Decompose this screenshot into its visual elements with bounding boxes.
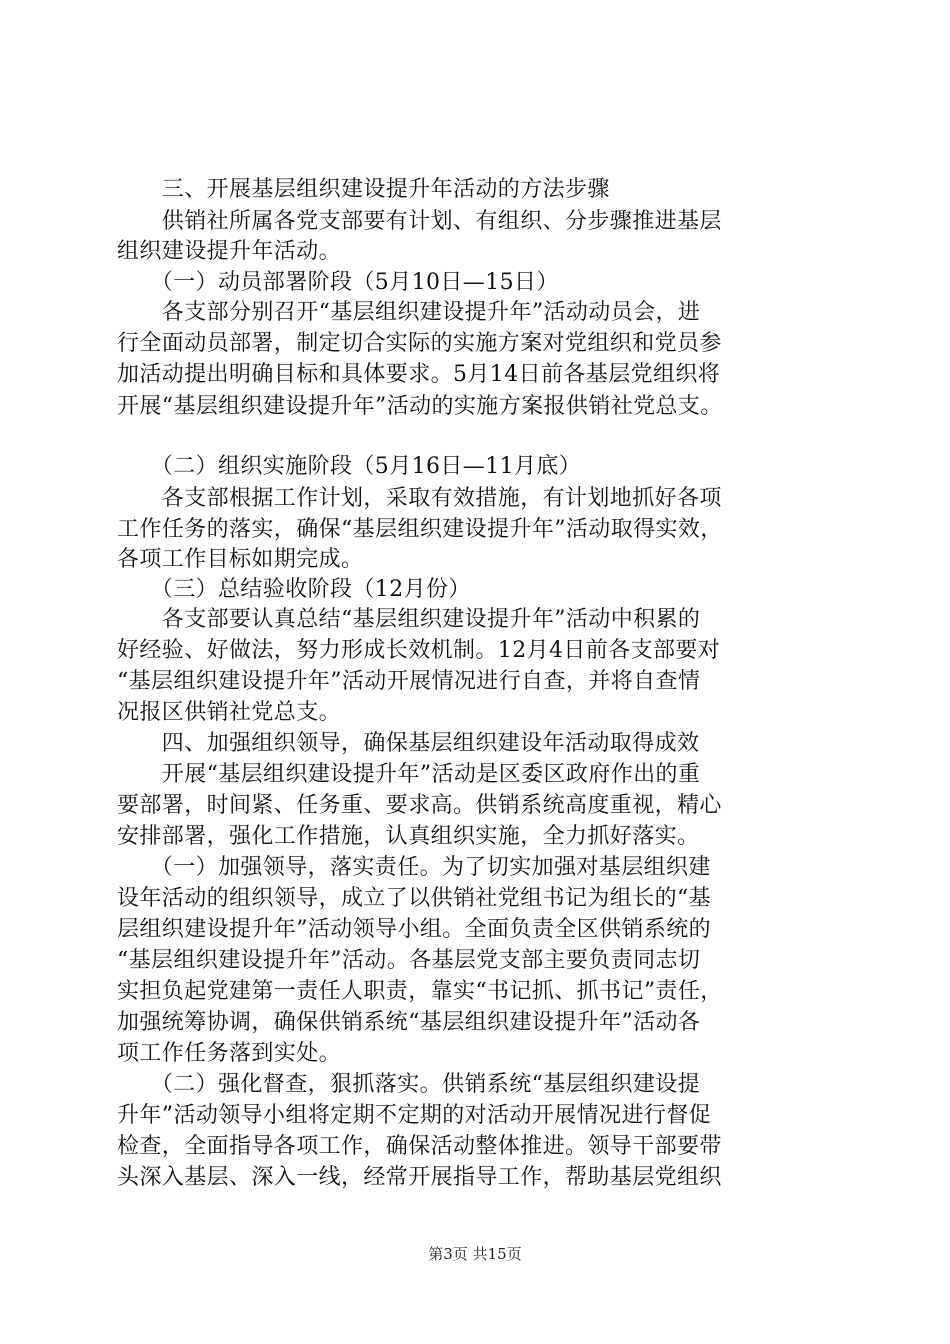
paragraph-line: 层组织建设提升年”活动领导小组。全面负责全区供销系统的 [117,917,712,942]
paragraph-line: 好经验、好做法，努力形成长效机制。12月4日前各支部要对 [117,638,721,663]
subheading-stage-2: （二）组织实施阶段（5月16日—11月底） [117,454,582,479]
paragraph-line: 要部署，时间紧、任务重、要求高。供销系统高度重视，精心 [117,793,722,818]
paragraph-line: （一）加强领导，落实责任。为了切实加强对基层组织建 [117,855,711,880]
page-number-footer: 第3页 共15页 [428,1245,522,1263]
paragraph-line: （二）强化督查，狠抓落实。供销系统“基层组织建设提 [117,1072,701,1097]
paragraph-line: 各项工作目标如期完成。 [117,547,364,572]
paragraph-line: 设年活动的组织领导，成立了以供销社党组书记为组长的“基 [117,886,712,911]
paragraph-line: 组织建设提升年活动。 [117,239,342,264]
paragraph-line: 加强统筹协调，确保供销系统“基层组织建设提升年”活动各 [117,1010,701,1035]
section-heading-3: 三、开展基层组织建设提升年活动的方法步骤 [117,177,610,202]
section-heading-4: 四、加强组织领导，确保基层组织建设年活动取得成效 [117,731,700,756]
paragraph-line: 升年”活动领导小组将定期不定期的对活动开展情况进行督促 [117,1103,712,1128]
paragraph-line: 头深入基层、深入一线，经常开展指导工作，帮助基层党组织 [117,1165,722,1190]
paragraph-line: 开展“基层组织建设提升年”活动的实施方案报供销社党总支。 [117,394,723,419]
paragraph-line: 加活动提出明确目标和具体要求。5月14日前各基层党组织将 [117,362,721,387]
paragraph-line: 项工作任务落到实处。 [117,1041,342,1066]
paragraph-line: 工作任务的落实，确保“基层组织建设提升年”活动取得实效， [117,517,723,542]
paragraph-line: 开展“基层组织建设提升年”活动是区委区政府作出的重 [117,762,701,787]
subheading-stage-3: （三）总结验收阶段（12月份） [117,577,471,602]
paragraph-line: 各支部根据工作计划，采取有效措施，有计划地抓好各项 [117,486,722,511]
paragraph-line: 况报区供销社党总支。 [117,700,342,725]
paragraph-line: 实担负起党建第一责任人职责，靠实“书记抓、抓书记”责任， [117,979,723,1004]
subheading-stage-1: （一）动员部署阶段（5月10日—15日） [117,270,559,295]
paragraph-line: 各支部分别召开“基层组织建设提升年”活动动员会，进 [117,300,701,325]
paragraph-line: “基层组织建设提升年”活动。各基层党支部主要负责同志切 [117,948,701,973]
paragraph-line: 行全面动员部署，制定切合实际的实施方案对党组织和党员参 [117,331,722,356]
paragraph-line: “基层组织建设提升年”活动开展情况进行自查，并将自查情 [117,669,701,694]
paragraph-line: 检查，全面指导各项工作，确保活动整体推进。领导干部要带 [117,1134,722,1159]
paragraph-line: 安排部署，强化工作措施，认真组织实施，全力抓好落实。 [117,824,700,849]
paragraph-line: 供销社所属各党支部要有计划、有组织、分步骤推进基层 [117,209,722,234]
paragraph-line: 各支部要认真总结“基层组织建设提升年”活动中积累的 [117,607,701,632]
